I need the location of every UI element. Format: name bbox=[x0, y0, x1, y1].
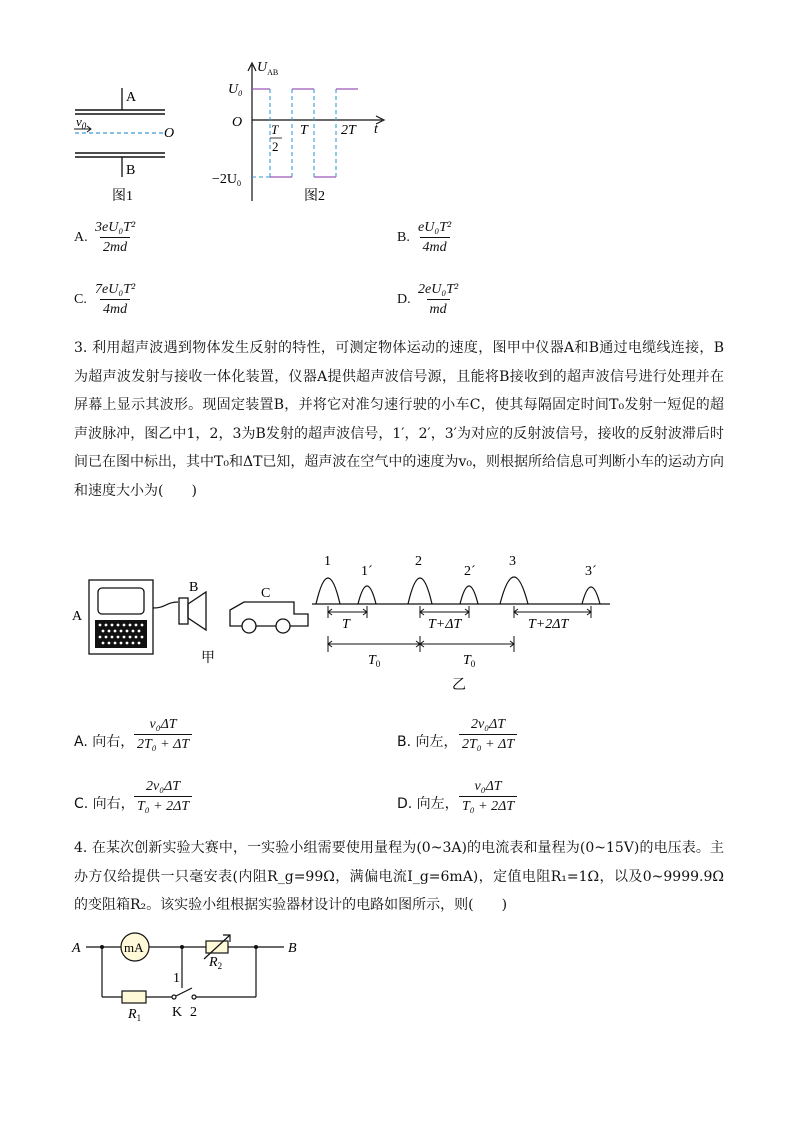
origin-label: O bbox=[232, 115, 243, 130]
pulse-3r-label: 3´ bbox=[585, 564, 597, 579]
t0-label-1: $T_0$ bbox=[368, 653, 381, 669]
o-label: O bbox=[164, 126, 175, 141]
q2-option-c-formula: $\frac{\text{7eU₀T²}}{4md}$ bbox=[95, 282, 136, 317]
pulse-2-label: 2 bbox=[415, 554, 422, 569]
device-a-label: A bbox=[72, 609, 83, 624]
switch-pos-2: 2 bbox=[190, 1005, 197, 1020]
q2-option-d-formula: $\frac{\text{2eU₀T²}}{md}$ bbox=[418, 282, 459, 317]
q3-option-c-letter: C. 向右， bbox=[74, 796, 135, 812]
figure-yi bbox=[310, 548, 615, 696]
terminal-a-label: A bbox=[72, 941, 81, 956]
milliammeter-label: mA bbox=[124, 940, 144, 955]
r1-label: $R_1$ bbox=[128, 1007, 142, 1023]
terminal-b-label: B bbox=[288, 941, 297, 956]
plate-b-label: B bbox=[126, 163, 136, 178]
q2-option-a-letter: A. bbox=[74, 230, 88, 245]
q3-option-d-letter: D. 向左， bbox=[397, 796, 459, 812]
figure-1 bbox=[74, 88, 174, 204]
fig1-caption: 图1 bbox=[112, 189, 133, 204]
q2-option-b-formula: $\frac{\text{eU₀T²}}{4md}$ bbox=[418, 220, 452, 255]
q2-option-b-letter: B. bbox=[397, 230, 410, 245]
pulse-2r-label: 2´ bbox=[464, 564, 476, 579]
q2-option-c-letter: C. bbox=[74, 292, 87, 307]
gap-3-label: T+2ΔT bbox=[528, 617, 569, 632]
fig2-caption: 图2 bbox=[304, 189, 325, 204]
pulse-1r-label: 1´ bbox=[361, 564, 373, 579]
switch-k-label: K bbox=[172, 1005, 183, 1020]
circuit-diagram bbox=[66, 926, 316, 1026]
figure-jia bbox=[66, 578, 316, 670]
plate-a-label: A bbox=[126, 90, 137, 105]
fig-yi-caption: 乙 bbox=[452, 678, 466, 693]
fig-jia-caption: 甲 bbox=[201, 651, 215, 666]
figure-1-2 bbox=[60, 55, 400, 210]
gap-2-label: T+ΔT bbox=[428, 617, 462, 632]
q3-option-b-formula: $\frac{\text{2v₀ΔT}}{\text{2T₀ + ΔT}}$ bbox=[459, 717, 517, 753]
t-label: T bbox=[300, 123, 308, 138]
switch-pos-1: 1 bbox=[173, 971, 180, 986]
q3-option-c-formula: $\frac{\text{2v₀ΔT}}{\text{T₀ + 2ΔT}}$ bbox=[134, 779, 192, 815]
figure-2 bbox=[212, 60, 384, 204]
q3-option-b-letter: B. 向左， bbox=[397, 734, 458, 750]
device-b-label: B bbox=[189, 580, 199, 595]
car-c-label: C bbox=[261, 586, 271, 601]
2t-label: 2T bbox=[341, 123, 356, 138]
t-half-num: T bbox=[271, 122, 279, 137]
v0-label: $v_0$ bbox=[76, 114, 87, 131]
neg-label: $-2U_0$ bbox=[212, 172, 242, 188]
t0-label-2: $T_0$ bbox=[463, 653, 476, 669]
pulse-1-label: 1 bbox=[324, 554, 331, 569]
y-axis-label: $U_{AB}$ bbox=[257, 60, 279, 77]
q3-option-a-letter: A. 向右， bbox=[74, 734, 135, 750]
q4-stem: 4. 在某次创新实验大赛中，一实验小组需要使用量程为(0~3A)的电流表和量程为(0~15V)的电压表。主办方仅给提供一只毫安表(内阻R_g=99Ω，满偏电流I_g=6mA)，定值电阻R₁=1Ω，以及0~9999.9Ω的变阻箱R₂。该实验小组根据实验器材设计的电路如图所示，则( ) bbox=[74, 840, 724, 913]
pulse-3-label: 3 bbox=[509, 554, 516, 569]
q3-stem: 3. 利用超声波遇到物体发生反射的特性，可测定物体运动的速度，图甲中仪器A和B通过电缆线连接，B为超声波发射与接收一体化装置，仪器A提供超声波信号源，且能将B接收到的超声波信号进行处理并在屏幕上显示其波形。现固定装置B，并将它对准匀速行驶的小车C，使其每隔固定时间T₀发射一短促的超声波脉冲，图乙中1，2，3为B发射的超声波信号，1′，2′，3′为对应的反射波信号，接收的反射波滞后时间已在图中标出，其中T₀和ΔT已知，超声波在空气中的速度为v₀，则根据所给信息可判断小车的运动方向和速度大小为( ) bbox=[74, 340, 724, 499]
q2-option-d-letter: D. bbox=[397, 292, 411, 307]
q2-option-a-formula: $\frac{\text{3eU₀T²}}{2md}$ bbox=[95, 220, 136, 255]
q3-option-d-formula: $\frac{\text{v₀ΔT}}{\text{T₀ + 2ΔT}}$ bbox=[459, 779, 517, 815]
gap-1-label: T bbox=[342, 617, 350, 632]
r2-label: $R_2$ bbox=[209, 955, 223, 971]
q3-option-a-formula: $\frac{\text{v₀ΔT}}{\text{2T₀ + ΔT}}$ bbox=[134, 717, 192, 753]
u0-label: $U_0$ bbox=[228, 82, 243, 98]
t-axis-label: t bbox=[374, 122, 378, 137]
t-half-den: 2 bbox=[272, 139, 279, 154]
